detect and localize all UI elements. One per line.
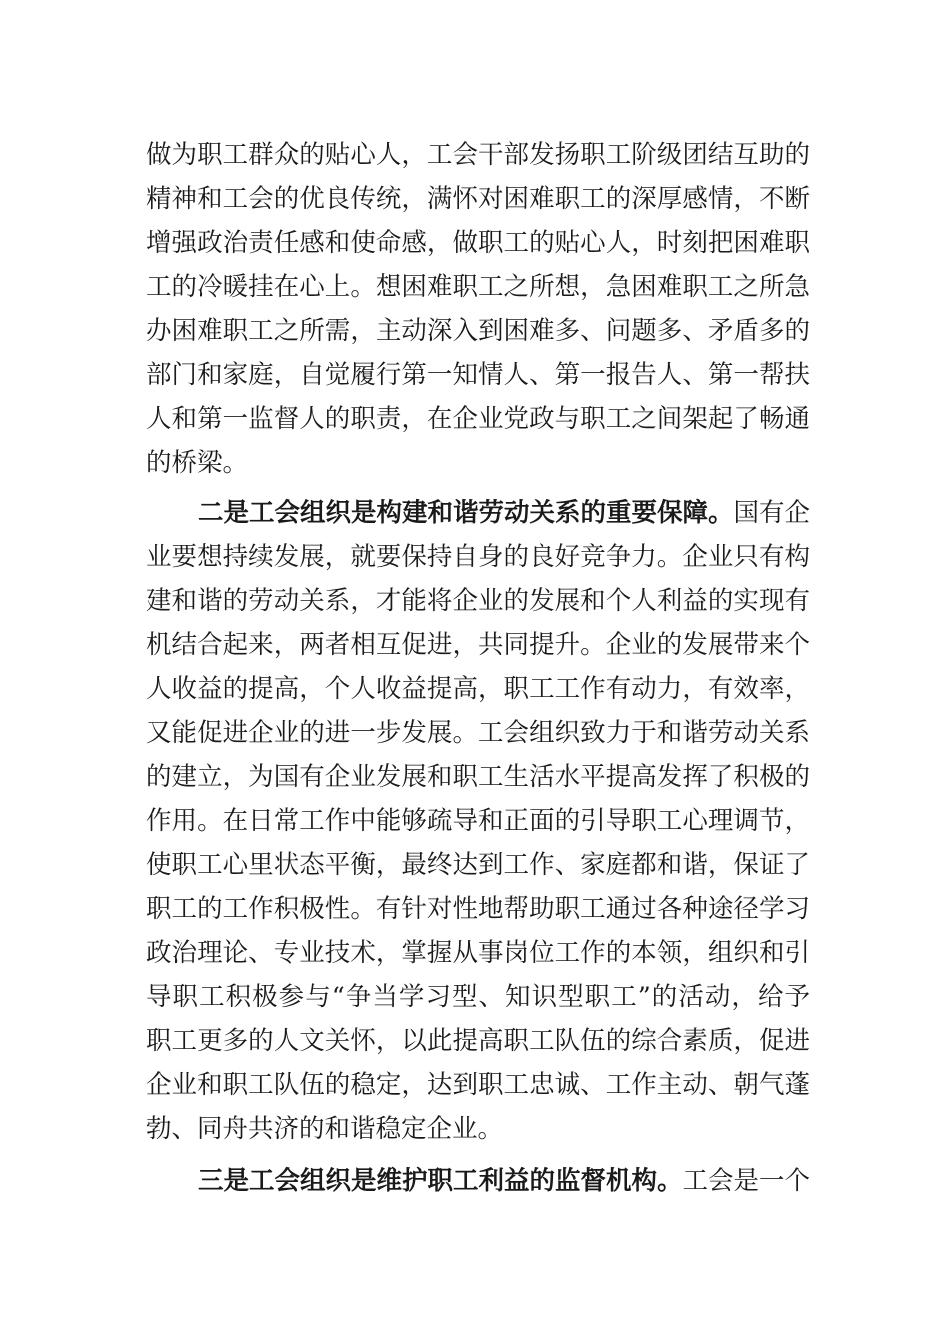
paragraph-2-line-14: 企业和职工队伍的稳定，达到职工忠诚、工作主动、朝气蓬 [146,1070,810,1100]
paragraph-1-line-3: 增强政治责任感和使命感，做职工的贴心人，时刻把困难职 [146,228,810,258]
paragraph-3-line-1 [146,1164,810,1198]
paragraph-1-line-1: 做为职工群众的贴心人，工会干部发扬职工阶级团结互助的 [146,140,810,170]
paragraph-2-line-2: 业要想持续发展，就要保持自身的良好竞争力。企业只有构 [146,542,810,572]
paragraph-1-line-4: 工的冷暖挂在心上。想困难职工之所想，急困难职工之所急 [146,272,810,302]
paragraph-2-line-8: 作用。在日常工作中能够疏导和正面的引导职工心理调节， [146,806,810,836]
paragraph-1-line-6: 部门和家庭，自觉履行第一知情人、第一报告人、第一帮扶 [146,360,810,390]
paragraph-1-line-2: 精神和工会的优良传统，满怀对困难职工的深厚感情，不断 [146,184,810,214]
paragraph-2-line-5: 人收益的提高，个人收益提高，职工工作有动力，有效率， [146,674,810,704]
paragraph-2-line-9: 使职工心里状态平衡，最终达到工作、家庭都和谐，保证了 [146,850,810,880]
paragraph-2-line-6: 又能促进企业的进一步发展。工会组织致力于和谐劳动关系 [146,718,810,748]
paragraph-2-heading: 二是工会组织是构建和谐劳动关系的重要保障。 [198,498,734,528]
paragraph-1-line-7: 人和第一监督人的职责，在企业党政与职工之间架起了畅通 [146,404,810,434]
paragraph-2-line-11: 政治理论、专业技术，掌握从事岗位工作的本领，组织和引 [146,938,810,968]
paragraph-2-first-line-rest: 国有企 [733,498,811,528]
paragraph-3-first-line-rest: 工会是一个 [682,1166,811,1196]
paragraph-2-line-4: 机结合起来，两者相互促进，共同提升。企业的发展带来个 [146,630,810,660]
paragraph-2-line-7: 的建立，为国有企业发展和职工生活水平提高发挥了积极的 [146,762,810,792]
paragraph-2-line-13: 职工更多的人文关怀，以此提高职工队伍的综合素质，促进 [146,1026,810,1056]
paragraph-2-line-12: 导职工积极参与“争当学习型、知识型职工”的活动，给予 [146,982,810,1012]
paragraph-2-line-1 [146,496,810,530]
paragraph-1-line-8: 的桥梁。 [146,448,249,478]
paragraph-2-line-10: 职工的工作积极性。有针对性地帮助职工通过各种途径学习 [146,894,810,924]
paragraph-2-line-3: 建和谐的劳动关系，才能将企业的发展和个人利益的实现有 [146,586,810,616]
paragraph-2-line-15: 勃、同舟共济的和谐稳定企业。 [146,1114,504,1144]
paragraph-3-heading: 三是工会组织是维护职工利益的监督机构。 [198,1166,683,1196]
paragraph-1-line-5: 办困难职工之所需，主动深入到困难多、问题多、矛盾多的 [146,316,810,346]
